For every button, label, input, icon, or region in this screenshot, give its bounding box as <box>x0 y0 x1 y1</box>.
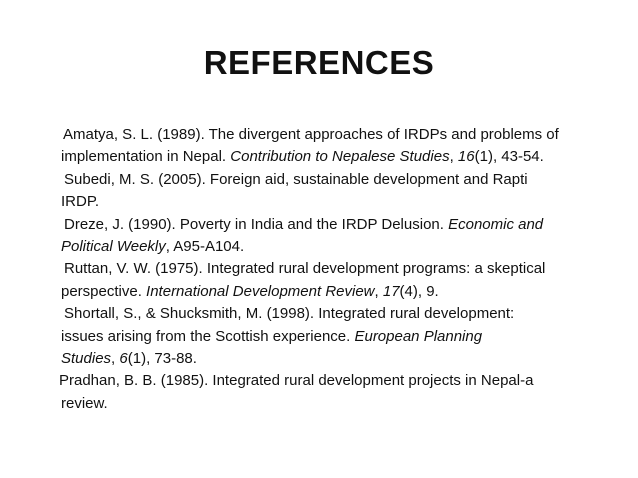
reference-line: Shortall, S., & Shucksmith, M. (1998). Integrated rural development: <box>64 305 515 323</box>
reference-line: issues arising from the Scottish experience. European Planning <box>61 327 483 345</box>
reference-item-amatya <box>0 124 638 169</box>
reference-line: Studies, 6(1), 73-88. <box>61 350 197 368</box>
reference-line: Pradhan, B. B. (1985). Integrated rural development projects in Nepal-a <box>59 372 534 390</box>
slide-title: REFERENCES <box>203 44 435 81</box>
reference-line: Amatya, S. L. (1989). The divergent approaches of IRDPs and problems of <box>63 126 559 143</box>
reference-item-shortall <box>0 303 638 370</box>
reference-italic-text: 17 <box>382 282 400 300</box>
reference-italic-text: 6 <box>119 350 128 368</box>
reference-item-dreze <box>0 214 638 259</box>
reference-italic-text: European Planning <box>354 327 483 345</box>
reference-line: Dreze, J. (1990). Poverty in India and the IRDP Delusion. Economic and <box>64 215 544 233</box>
reference-italic-text: Studies <box>61 350 112 368</box>
reference-line: Political Weekly, A95-A104. <box>61 238 245 256</box>
reference-line: implementation in Nepal. Contribution to Nepalese Studies, 16(1), 43-54. <box>61 148 544 166</box>
reference-item-pradhan <box>0 370 638 415</box>
reference-italic-text: Political Weekly <box>61 238 166 256</box>
reference-item-subedi <box>0 169 638 214</box>
reference-item-ruttan <box>0 258 638 303</box>
reference-line: review. <box>61 394 108 412</box>
reference-italic-text: 16 <box>457 148 475 166</box>
reference-line: Ruttan, V. W. (1975). Integrated rural development programs: a skeptical <box>64 260 546 278</box>
reference-line: Subedi, M. S. (2005). Foreign aid, sustainable development and Rapti <box>64 170 528 188</box>
reference-list <box>0 124 638 415</box>
reference-italic-text: Economic and <box>448 215 544 233</box>
reference-italic-text: Contribution to Nepalese Studies <box>230 148 450 166</box>
reference-line: IRDP. <box>61 193 100 211</box>
reference-line: perspective. International Development Review, 17(4), 9. <box>61 282 439 300</box>
reference-italic-text: International Development Review <box>146 282 375 300</box>
